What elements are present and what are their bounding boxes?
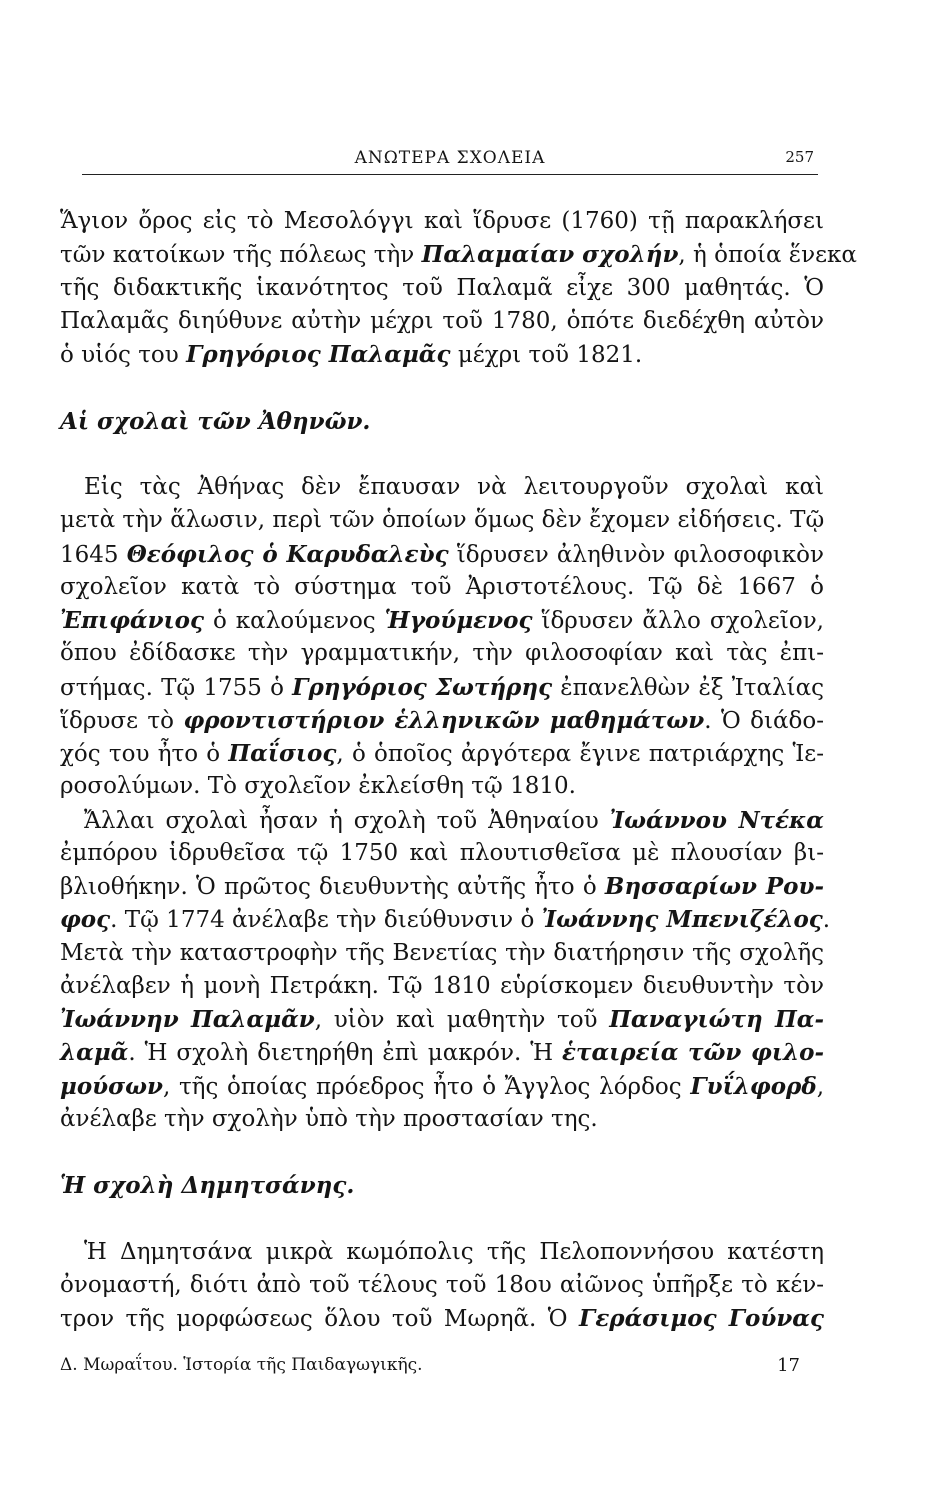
emphasis-name: Ἐπιφάνιος xyxy=(60,607,205,634)
text-line: Ἐπιφάνιος ὁ καλούμενος Ἡγούμενος ἵδρυσεν ἄλλο σχολεῖον, xyxy=(60,607,824,634)
text-line: ὀνομαστή, διότι ἀπὸ τοῦ τέλους τοῦ 18ου αἰῶνος ὑπῆρξε τὸ κέν- xyxy=(60,1272,824,1298)
text-line: Ἅγιον ὄρος εἰς τὸ Μεσολόγγι καὶ ἵδρυσε (1760) τῇ παρακλήσει xyxy=(60,208,824,234)
signature-mark: 17 xyxy=(777,1355,800,1376)
text-line: Ἡ Δημητσάνα μικρὰ κωμόπολις τῆς Πελοποννήσου κατέστη xyxy=(84,1238,824,1265)
page-footer xyxy=(60,1355,800,1385)
emphasis-name: Γεράσιμος Γούνας xyxy=(579,1305,824,1333)
section-gap xyxy=(60,371,824,404)
emphasis-name: λαμᾶ xyxy=(60,1039,129,1067)
text-line: ὅπου ἐδίδασκε τὴν γραμματικήν, τὴν φιλοσοφίαν καὶ τὰς ἐπι- xyxy=(60,640,824,667)
text-line: τρον τῆς μορφώσεως ὅλου τοῦ Μωρηᾶ. Ὁ Γεράσιμος Γούνας xyxy=(60,1305,824,1333)
text-line: ἀνέλαβε τὴν σχολὴν ὑπὸ τὴν προστασίαν της. xyxy=(60,1105,598,1132)
text-line: ἵδρυσε τὸ φροντιστήριον ἑλληνικῶν μαθημάτων. Ὁ διάδο- xyxy=(60,706,825,734)
running-head xyxy=(82,148,818,174)
text-line: σχολεῖον κατὰ τὸ σύστημα τοῦ Ἀριστοτέλους. Τῷ δὲ 1667 ὁ xyxy=(60,573,824,600)
emphasis-name: Ἰωάννην Παλαμᾶν xyxy=(60,1006,315,1033)
emphasis-name: Γρηγόριος Σωτήρης xyxy=(292,673,553,701)
text-line: Ἰωάννην Παλαμᾶν, υἱὸν καὶ μαθητὴν τοῦ Παναγιώτη Πα- xyxy=(60,1006,825,1033)
emphasis-name: Βησσαρίων Ρου- xyxy=(604,873,824,900)
text-line: μούσων, τῆς ὁποίας πρόεδρος ἦτο ὁ Ἄγγλος λόρδος Γυΐλφορδ, xyxy=(60,1072,824,1100)
text-line: λαμᾶ. Ἡ σχολὴ διετηρήθη ἐπὶ μακρόν. Ἡ ἑταιρεία τῶν φιλο- xyxy=(60,1039,824,1067)
emphasis-name: μούσων xyxy=(60,1072,163,1100)
text-line: ὁ υἱός του Γρηγόριος Παλαμᾶς μέχρι τοῦ 1821. xyxy=(60,341,643,368)
emphasis-name: Ἰωάννης Μπενιζέλος xyxy=(541,906,823,934)
text-line: βλιοθήκην. Ὁ πρῶτος διευθυντὴς αὐτῆς ἦτο ὁ Βησσαρίων Ρου- xyxy=(60,873,824,900)
text-line: στήμας. Τῷ 1755 ὁ Γρηγόριος Σωτήρης ἐπανελθὼν ἐξ Ἰταλίας xyxy=(60,673,824,701)
emphasis-name: Θεόφιλος ὁ Καρυδαλεὺς xyxy=(126,540,449,568)
header-rule xyxy=(82,174,818,175)
text-line: ἀνέλαβεν ἡ μονὴ Πετράκη. Τῷ 1810 εὑρίσκομεν διευθυντὴν τὸν xyxy=(60,972,824,999)
text-line: ἐμπόρου ἱδρυθεῖσα τῷ 1750 καὶ πλουτισθεῖσα μὲ πλουσίαν βι- xyxy=(60,839,824,866)
section-gap xyxy=(60,438,824,471)
page-number: 257 xyxy=(785,148,814,166)
text-line: Παλαμᾶς διηύθυνε αὐτὴν μέχρι τοῦ 1780, ὁπότε διεδέχθη αὐτὸν xyxy=(60,307,824,334)
emphasis-name: Ἡγούμενος xyxy=(384,607,533,634)
section-gap xyxy=(60,1203,824,1236)
section-heading: Ἡ σχολὴ Δημητσάνης. xyxy=(60,1172,355,1200)
emphasis-name: φροντιστήριον ἑλληνικῶν μαθημάτων xyxy=(183,706,705,734)
emphasis-name: ἑταιρεία τῶν φιλο- xyxy=(562,1039,824,1067)
text-line: Μετὰ τὴν καταστροφὴν τῆς Βενετίας τὴν διατήρησιν τῆς σχολῆς xyxy=(60,939,824,966)
emphasis-name: Γυΐλφορδ xyxy=(690,1072,817,1100)
text-line: τῶν κατοίκων τῆς πόλεως τὴν Παλαμαίαν σχολήν, ἡ ὁποία ἕνεκα xyxy=(60,241,857,269)
text-body xyxy=(60,205,857,1336)
text-line: Ἄλλαι σχολαὶ ἦσαν ἡ σχολὴ τοῦ Ἀθηναίου Ἰωάννου Ντέκα xyxy=(84,806,824,834)
text-line: ροσολύμων. Τὸ σχολεῖον ἐκλείσθη τῷ 1810. xyxy=(60,773,576,800)
text-line: φος. Τῷ 1774 ἀνέλαβε τὴν διεύθυνσιν ὁ Ἰωάννης Μπενιζέλος. xyxy=(60,906,831,934)
section-heading: Αἱ σχολαὶ τῶν Ἀθηνῶν. xyxy=(60,407,371,435)
text-line: μετὰ τὴν ἅλωσιν, περὶ τῶν ὁποίων ὅμως δὲν ἔχομεν εἰδήσεις. Τῷ xyxy=(60,507,825,534)
text-line: Εἰς τὰς Ἀθήνας δὲν ἔπαυσαν νὰ λειτουργοῦν σχολαὶ καὶ xyxy=(84,474,824,500)
emphasis-name: Ἰωάννου Ντέκα xyxy=(609,806,824,834)
emphasis-name: Παναγιώτη Πα- xyxy=(609,1006,825,1033)
text-line: 1645 Θεόφιλος ὁ Καρυδαλεὺς ἵδρυσεν ἀληθινὸν φιλοσοφικὸν xyxy=(60,540,824,568)
footer-note: Δ. Μωραΐτου. Ἱστορία τῆς Παιδαγωγικῆς. xyxy=(60,1355,423,1375)
text-line: χός του ἦτο ὁ Παΐσιος, ὁ ὁποῖος ἀργότερα ἔγινε πατριάρχης Ἱε- xyxy=(60,740,824,767)
emphasis-name: Γρηγόριος Παλαμᾶς xyxy=(186,341,451,368)
emphasis-name: Παλαμαίαν σχολήν xyxy=(421,241,679,269)
emphasis-name: Παΐσιος xyxy=(228,740,337,767)
emphasis-name: φος xyxy=(60,906,111,934)
text-line: τῆς διδακτικῆς ἱκανότητος τοῦ Παλαμᾶ εἶχε 300 μαθητάς. Ὁ xyxy=(60,274,824,301)
running-title: ΑΝΩΤΕΡΑ ΣΧΟΛΕΙΑ xyxy=(354,148,546,168)
section-gap xyxy=(60,1136,824,1169)
